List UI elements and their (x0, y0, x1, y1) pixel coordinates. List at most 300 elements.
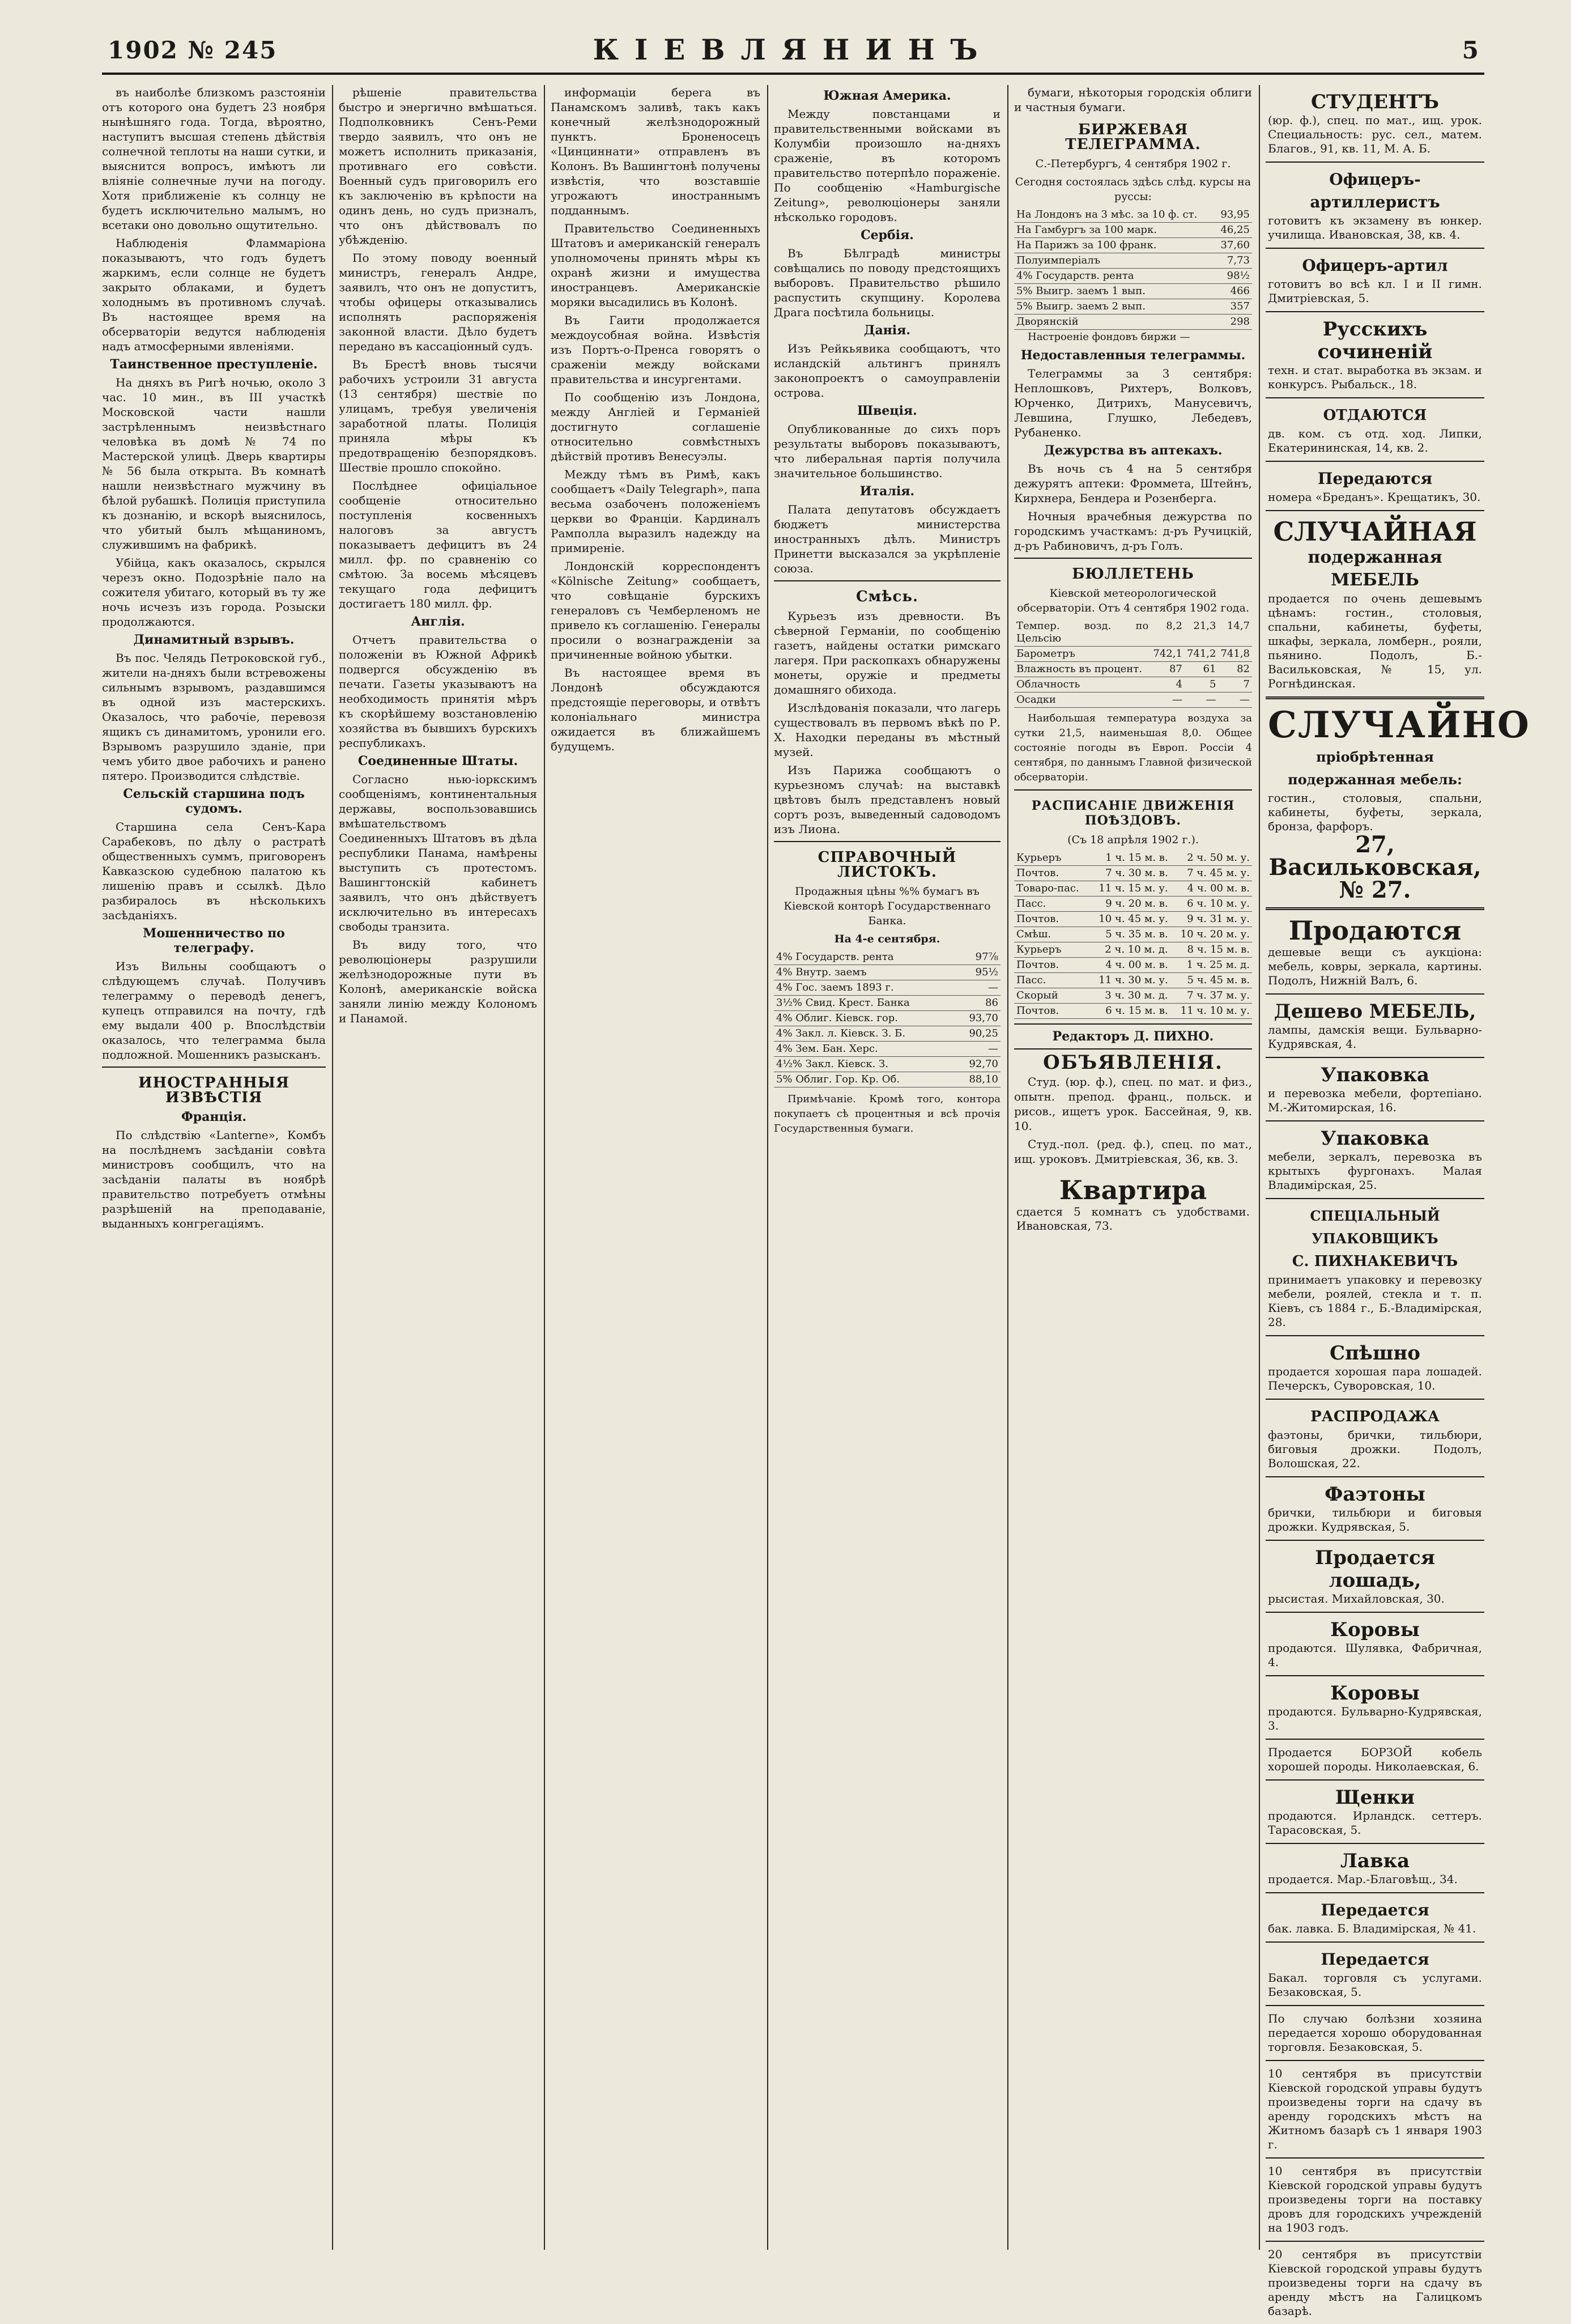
securities-row (774, 996, 1000, 1011)
table-cell: 4% Закл. л. Кіевск. З. Б. (774, 1026, 956, 1042)
table-cell: 4 (1151, 677, 1185, 692)
table-cell: 357 (1215, 299, 1252, 315)
ad-subtitle: С. ПИХНАКЕВИЧЪ (1292, 1253, 1458, 1270)
section-rule (1014, 1048, 1252, 1050)
weather-row (1014, 647, 1252, 662)
ad-shop-transfer-2 (1266, 1943, 1484, 2006)
ad-title: Офицеръ-артиллеристъ (1310, 170, 1440, 211)
ad-title: Офицеръ-артил (1302, 256, 1448, 275)
issue-number: 1902 № 245 (108, 36, 278, 64)
exchange-dateline: С.-Петербургъ, 4 сентября 1902 г. (1035, 158, 1231, 170)
ad-dog (1266, 1740, 1484, 1781)
article-paragraph: Между тѣмъ въ Римѣ, какъ сообщаетъ «Daily Telegraph», папа весьма озабоченъ положеніемъ церкви во Франціи. Кардиналъ Рамполла выразилъ надежду на примиреніе. (551, 468, 760, 555)
table-cell: 14,7 (1218, 619, 1252, 647)
section-rule (1014, 558, 1252, 559)
ad-officer-2 (1266, 249, 1484, 312)
ad-subtitle: пріобрѣтенная подержанная мебель: (1288, 749, 1462, 788)
ad-text: готовитъ къ экзамену въ юнкер. училища. Ивановская, 38, кв. 4. (1268, 214, 1482, 241)
train-row (1014, 881, 1252, 897)
ad-title: Квартира (1059, 1175, 1207, 1205)
column-divider (1259, 85, 1260, 2250)
securities-row (774, 1072, 1000, 1087)
ad-text: продаются. Ирландск. сеттеръ. Тарасовская, 5. (1268, 1809, 1482, 1837)
ad-text: гостин., столовыя, спальни, кабинеты, буфеты, зеркала, бронза, фарфоръ. (1268, 791, 1482, 833)
exchange-row (1014, 284, 1252, 299)
ad-sale (1266, 1400, 1484, 1477)
table-cell: Скорый (1014, 988, 1088, 1004)
ad-text: дв. ком. съ отд. ход. Липки, Екатерининская, 14, кв. 2. (1268, 427, 1482, 454)
column-3 (551, 85, 760, 2250)
column-divider (767, 85, 768, 2250)
table-cell: Полуимперіалъ (1014, 253, 1215, 269)
article-paragraph: информаціи берега въ Панамскомъ заливѣ, такъ какъ конечный желѣзнодорожный пунктъ. Броненосецъ «Цинциннати» отправленъ въ Колонъ. Въ Вашингтонѣ получены извѣстія, что возставшіе угрожаютъ иностраннымъ подданнымъ. (551, 86, 760, 217)
securities-table (774, 950, 1000, 1087)
table-cell: 88,10 (956, 1072, 1000, 1087)
table-cell: 98½ (1215, 269, 1252, 284)
ad-title: Продается лошадь, (1315, 1546, 1435, 1592)
exchange-row (1014, 238, 1252, 253)
table-cell: 742,1 (1151, 647, 1185, 662)
section-rule (1014, 789, 1252, 791)
exchange-table (1014, 207, 1252, 330)
ad-text: рысистая. Михайловская, 30. (1268, 1592, 1445, 1605)
ad-transfer (1266, 462, 1484, 511)
article-paragraph: На дняхъ въ Ригѣ ночью, около 3 час. 10 мин., въ III участкѣ Московской части нашли застрѣленнымъ неизвѣстнаго человѣка въ домѣ № 74 по Мастерской улицѣ. Дверь квартиры № 56 была открыта. Въ комнатѣ нашли неизвѣстнаго мужчину въ бѣлой рубашкѣ. Полиція приступила къ дознанію, и вскорѣ выяснилось, что убитый былъ мѣщаниномъ, служившимъ на фабрикѣ. (102, 376, 326, 551)
table-cell: 8 ч. 15 м. в. (1170, 942, 1252, 958)
bulletin-subtitle: Кіевской метеорологической обсерваторіи. Отъ 4 сентября 1902 года. (1017, 587, 1249, 614)
train-timetable (1014, 851, 1252, 1019)
table-cell: 5 (1185, 677, 1219, 692)
table-cell: Почтов. (1014, 1004, 1088, 1019)
table-cell: На Гамбургъ за 100 марк. (1014, 223, 1215, 238)
ad-carriages (1266, 1477, 1484, 1541)
exchange-telegram-heading: БИРЖЕВАЯ ТЕЛЕГРАММА. (1065, 121, 1201, 153)
table-cell: 1 ч. 25 м. д. (1170, 958, 1252, 973)
page-number: 5 (1462, 36, 1479, 64)
table-cell: 11 ч. 30 м. у. (1088, 973, 1170, 988)
notice-paragraph: Ночныя врачебныя дежурства по городскимъ участкамъ: д-ръ Ручицкій, д-ръ Рабиновичъ, д-ръ Голъ. (1014, 509, 1252, 553)
article-paragraph: Курьезъ изъ древности. Въ сѣверной Германіи, по сообщенію газетъ, найдены остатки римскаго лагеря. При раскопкахъ обнаружены монеты, оружіе и предметы домашняго обихода. (774, 609, 1000, 696)
section-rule (774, 841, 1000, 842)
article-paragraph: Правительство Соединенныхъ Штатовъ и американскій генералъ уполномочены принять мѣры къ охранѣ жизни и имущества иностранцевъ. Американскіе моряки высадились въ Колонѣ. (551, 222, 760, 309)
masthead-rule (102, 73, 1484, 75)
train-row (1014, 973, 1252, 988)
table-cell: — (1151, 692, 1185, 708)
ad-tender (1266, 2061, 1484, 2159)
article-paragraph: Въ Гаити продолжается междоусобная война. Извѣстія изъ Портъ-о-Пренса говорятъ о сраженіи между войсками правительства и инсургентами. (551, 313, 760, 386)
newspaper-title: КІЕВЛЯНИНЪ (593, 33, 994, 66)
ad-title: Фаэтоны (1325, 1483, 1425, 1506)
ad-text: По случаю болѣзни хозяина передается хорошо оборудованная торговля. Безаковская, 5. (1268, 2012, 1482, 2054)
column-divider (1007, 85, 1008, 2250)
train-row (1014, 897, 1252, 912)
article-paragraph: бумаги, нѣкоторыя городскія облиги и частныя бумаги. (1014, 86, 1252, 114)
ad-subtitle: подержанная МЕБЕЛЬ (1308, 547, 1442, 590)
train-row (1014, 1004, 1252, 1019)
ad-text: продаются. Шулявка, Фабричная, 4. (1268, 1641, 1482, 1669)
securities-row (774, 1057, 1000, 1072)
column-1 (102, 85, 326, 2250)
table-cell: 466 (1215, 284, 1252, 299)
news-heading: Динамитный взрывъ. (133, 632, 295, 647)
ad-urgent (1266, 1336, 1484, 1400)
table-cell: 61 (1185, 662, 1219, 677)
reference-subtitle: Продажныя цѣны %% бумагъ въ Кіевской конторѣ Государственнаго Банка. (784, 885, 991, 927)
table-cell: Осадки (1014, 692, 1151, 708)
table-cell: 11 ч. 15 м. у. (1088, 881, 1170, 897)
section-heading-reference: СПРАВОЧНЫЙ ЛИСТОКЪ. (818, 849, 957, 881)
table-cell: 90,25 (956, 1026, 1000, 1042)
table-cell: Курьеръ (1014, 942, 1088, 958)
article-paragraph: Въ настоящее время въ Лондонѣ обсуждаются предстоящіе переговоры, и отвѣтъ колоніальнаго министра ожидается въ ближайшемъ будущемъ. (551, 666, 760, 753)
notice-paragraph: Телеграммы за 3 сентября: Неплошковъ, Рихтеръ, Волковъ, Юрченко, Дитрихъ, Манусевичъ, Левшина, Глушко, Лебедевъ, Рубаненко. (1014, 367, 1252, 439)
article-paragraph: Изслѣдованія показали, что лагерь существовалъ въ первомъ вѣкѣ по Р. Х. Находки переданы въ мѣстный музей. (774, 701, 1000, 759)
country-heading: Южная Америка. (823, 88, 951, 103)
apartment-ad (1014, 1170, 1252, 1239)
table-cell: Почтов. (1014, 866, 1088, 881)
table-cell: 8,2 (1151, 619, 1185, 647)
article-paragraph: Въ пос. Челядь Петроковской губ., жители на-дняхъ были встревожены сильнымъ взрывомъ, раздавшимся въ одной изъ мастерскихъ. Оказалось, что рабочіе, перевозя ящикъ съ динамитомъ, уронили его. Взрывомъ разрушило зданіе, при чемъ убито двое рабочихъ и ранено пятеро. Производится слѣдствіе. (102, 651, 326, 783)
table-cell: 7 ч. 45 м. у. (1170, 866, 1252, 881)
ad-officer (1266, 163, 1484, 249)
country-heading: Англія. (411, 614, 465, 629)
exchange-row (1014, 253, 1252, 269)
table-cell: 7 (1218, 677, 1252, 692)
article-paragraph: Убійца, какъ оказалось, скрылся черезъ окно. Подозрѣніе пало на сожителя убитаго, который въ ту же ночь исчезъ изъ города. Розыски продолжаются. (102, 556, 326, 628)
table-cell: 10 ч. 20 м. у. (1170, 927, 1252, 942)
table-cell: 7 ч. 30 м. в. (1088, 866, 1170, 881)
article-paragraph: По слѣдствію «Lanterne», Комбъ на послѣднемъ засѣданіи совѣта министровъ сообщилъ, что на засѣданіи палаты въ ноябрѣ правительство потребуетъ отмѣны разрѣшеній на преподаваніе, выданныхъ конгрегаціямъ. (102, 1128, 326, 1230)
article-paragraph: Изъ Парижа сообщаютъ о курьезномъ случаѣ: на выставкѣ цвѣтовъ былъ представленъ новый сортъ розъ, выведенный садоводомъ изъ Лиона. (774, 763, 1000, 836)
section-heading-miscellany: Смѣсь. (855, 588, 919, 605)
article-paragraph: Согласно нью-іоркскимъ сообщеніямъ, континентальныя державы, воспользовавшись вмѣшательствомъ Соединенныхъ Штатовъ въ дѣла республики Панама, намѣрены выступить съ протестомъ. Вашингтонскій кабинетъ заявилъ, что онъ дѣйствуетъ исключительно въ интересахъ свободы транзита. (339, 772, 537, 933)
country-heading: Сербія. (861, 228, 914, 243)
bulletin-heading: БЮЛЛЕТЕНЬ (1072, 566, 1194, 583)
weather-row (1014, 619, 1252, 647)
notice-heading: Дежурства въ аптекахъ. (1044, 443, 1223, 458)
table-cell: 5% Облиг. Гор. Кр. Об. (774, 1072, 956, 1087)
notice-heading: Недоставленныя телеграммы. (1020, 348, 1246, 363)
table-cell: Смѣш. (1014, 927, 1088, 942)
table-cell: — (956, 1042, 1000, 1057)
table-cell: 10 ч. 45 м. у. (1088, 912, 1170, 927)
table-cell: 3½% Свид. Крест. Банка (774, 996, 956, 1011)
classified-ad: Студ. (юр. ф.), спец. по мат. и физ., опытн. препод. франц., польск. и рисов., ищетъ урок. Бассейная, 9, кв. 10. (1014, 1075, 1252, 1133)
table-cell: 4½% Закл. Кіевск. З. (774, 1057, 956, 1072)
article-paragraph: Изъ Рейкьявика сообщаютъ, что исландскій альтингъ принялъ законопроектъ о самоуправленіи острова. (774, 342, 1000, 400)
masthead (102, 33, 1484, 67)
ad-title: РАСПРОДАЖА (1310, 1408, 1440, 1425)
table-cell: 6 ч. 15 м. в. (1088, 1004, 1170, 1019)
table-cell: Почтов. (1014, 912, 1088, 927)
ad-rooms (1266, 398, 1484, 462)
table-cell: 93,70 (956, 1011, 1000, 1026)
ad-text: мебели, зеркалъ, перевозка въ крытыхъ фургонахъ. Малая Владимірская, 25. (1268, 1150, 1482, 1192)
table-cell: 4% Государств. рента (1014, 269, 1215, 284)
table-cell: 4% Облиг. Кіевск. гор. (774, 1011, 956, 1026)
train-row (1014, 988, 1252, 1004)
ad-shop-transfer (1266, 1893, 1484, 1943)
table-cell: Почтов. (1014, 958, 1088, 973)
table-cell: 9 ч. 20 м. в. (1088, 897, 1170, 912)
ad-text: Бакал. торговля съ услугами. Безаковская, 5. (1268, 1971, 1482, 1999)
table-cell: — (1218, 692, 1252, 708)
table-cell: На Лондонъ на 3 мѣс. за 10 ф. ст. (1014, 207, 1215, 223)
ad-title: Продаются (1288, 915, 1462, 946)
ad-text: техн. и стат. выработка въ экзам. и конкурсъ. Рыбальск., 18. (1268, 363, 1482, 391)
ad-text: 10 сентября въ присутствіи Кіевской городской управы будутъ произведены торги на сдачу въ аренду городскихъ мѣстъ на Житномъ базарѣ съ 1 января 1903 г. (1268, 2067, 1482, 2151)
ad-title: Дешево МЕБЕЛЬ, (1274, 1000, 1476, 1023)
table-cell: — (1185, 692, 1219, 708)
article-paragraph: Отчетъ правительства о положеніи въ Южной Африкѣ подвергся обсужденію въ печати. Газеты указываютъ на необходимость принятія мѣръ къ скорѣйшему возстановленію хозяйства въ бывшихъ бурскихъ республикахъ. (339, 633, 537, 750)
column-4 (774, 85, 1000, 2250)
ad-text: номера «Бреданъ». Крещатикъ, 30. (1268, 490, 1481, 504)
table-cell: 46,25 (1215, 223, 1252, 238)
ad-business (1266, 2006, 1484, 2061)
ad-title: Лавка (1340, 1850, 1410, 1872)
timetable-heading: РАСПИСАНІЕ ДВИЖЕНІЯ ПОѢЗДОВЪ. (1031, 798, 1235, 828)
article-paragraph: въ наиболѣе близкомъ разстояніи отъ которого она будетъ 23 ноября нынѣшняго года. Тогда, вѣроятно, наступитъ высшая степень дѣйствія солнечной теплоты на наши сутки, и выяснится вопросъ, имѣютъ ли вліяніе солнечные лучи на погоду. Хотя приближеніе къ солнцу не будетъ исключительно малымъ, но всетаки оно довольно ощутительно. (102, 86, 326, 232)
ad-text: и перевозка мебели, фортепіано. М.-Житомирская, 16. (1268, 1086, 1482, 1114)
ad-title: Коровы (1330, 1618, 1420, 1641)
section-heading-foreign-news: ИНОСТРАННЫЯ ИЗВѢСТІЯ (138, 1074, 289, 1106)
table-cell: 2 ч. 10 м. д. (1088, 942, 1170, 958)
article-paragraph: Въ Брестѣ вновь тысячи рабочихъ устроили 31 августа (13 сентября) шествіе по улицамъ, требуя увеличенія заработной платы. Полиція приняла мѣры къ предотвращенію безпорядковъ. Шествіе прошло спокойно. (339, 358, 537, 474)
table-cell: Дворянскій (1014, 315, 1215, 330)
ad-text: принимаетъ упаковку и перевозку мебели, роялей, стекла и т. п. Кіевъ, съ 1884 г., Б.-Владимірская, 28. (1268, 1273, 1482, 1329)
ad-puppies (1266, 1781, 1484, 1844)
table-cell: 5 ч. 45 м. в. (1170, 973, 1252, 988)
exchange-row (1014, 207, 1252, 223)
column-6-advertisements (1266, 85, 1530, 2318)
ad-text: продается по очень дешевымъ цѣнамъ: гостин., столовыя, спальни, кабинеты, буфеты, шкафы, зеркала, ломберн., рояли, пьянино. Подолъ, Б.-Васильковская, № 15, ул. Рогнѣдинская. (1268, 592, 1482, 690)
advertisements-heading: ОБЪЯВЛЕНІЯ. (1043, 1051, 1223, 1074)
ad-text: (юр. ф.), спец. по мат., ищ. урок. Специальность: рус. сел., матем. Благов., 91, кв. 11, М. А. Б. (1268, 113, 1482, 155)
securities-row (774, 1011, 1000, 1026)
table-cell: 4% Зем. Бан. Херс. (774, 1042, 956, 1057)
exchange-row (1014, 223, 1252, 238)
table-cell: 5% Выигр. заемъ 2 вып. (1014, 299, 1215, 315)
ad-title: Упаковка (1321, 1064, 1429, 1086)
table-cell: 11 ч. 10 м. у. (1170, 1004, 1252, 1019)
ad-student (1266, 85, 1484, 163)
classified-ad: Студ.-пол. (ред. ф.), спец. по мат., ищ. уроковъ. Дмитріевская, 36, кв. 3. (1014, 1137, 1252, 1166)
article-paragraph: Наблюденія Фламмаріона показываютъ, что годъ будетъ жаркимъ, если солнце не будетъ закрыто облаками, и будетъ холоднымъ въ противномъ случаѣ. Въ настоящее время на обсерваторіи ведутся наблюденія надъ атмосферными явленіями. (102, 236, 326, 353)
article-paragraph: рѣшеніе правительства быстро и энергично вмѣшаться. Подполковникъ Сенъ-Реми твердо заявилъ, что онъ не можетъ исполнить приказанія, противнаго его совѣсти. Военный судъ приговорилъ его къ заключенію въ крѣпости на одинъ день, но судъ призналъ, что онъ дѣйствовалъ по убѣжденію. (339, 86, 537, 247)
article-paragraph: Послѣднее офиціальное сообщеніе относительно поступленія косвенныхъ налоговъ за августъ показываетъ дефицитъ въ 24 милл. фр. по сравненію со смѣтою. За восемь мѣсяцевъ текущаго года дефицитъ достигаетъ 180 милл. фр. (339, 479, 537, 610)
table-cell: 7,73 (1215, 253, 1252, 269)
table-cell: 4% Государств. рента (774, 950, 956, 965)
ad-title: Передаются (1317, 469, 1433, 488)
article-paragraph: Лондонскій корреспондентъ «Kölnische Zeitung» сообщаетъ, что совѣщаніе бурскихъ генераловъ съ Чемберленомъ не привело къ соглашенію. Генералы просили о вознагражденіи за причиненные войною убытки. (551, 559, 760, 661)
ad-title: Передается (1321, 1950, 1429, 1969)
article-paragraph: Изъ Вильны сообщаютъ о слѣдующемъ случаѣ. Получивъ телеграмму о переводѣ денегъ, купецъ отправился на почту, гдѣ ему выдали 400 р. Впослѣдствіи оказалось, что телеграмма была подложной. Мошенникъ разысканъ. (102, 959, 326, 1061)
table-cell: — (956, 980, 1000, 996)
ad-text: 20 сентября въ присутствіи Кіевской городской управы будутъ произведены торги на сдачу въ аренду мѣстъ на Галицкомъ базарѣ. (1268, 2247, 1482, 2318)
ad-title: СЛУЧАЙНО (1268, 704, 1530, 746)
table-cell: 93,95 (1215, 207, 1252, 223)
news-heading: Таинственное преступленіе. (110, 357, 318, 372)
securities-row (774, 1042, 1000, 1057)
editor-line: Редакторъ Д. ПИХНО. (1052, 1029, 1214, 1044)
exchange-row (1014, 299, 1252, 315)
ad-text: продается. Мар.-Благовѣщ., 34. (1268, 1872, 1458, 1886)
ad-auction (1266, 910, 1484, 995)
article-paragraph: По этому поводу военный министръ, генералъ Андре, заявилъ, что онъ не допуститъ, чтобы офицеры отказывались исполнять распоряженія законной власти. Дѣло будетъ передано въ кассаціонный судъ. (339, 251, 537, 353)
section-rule (774, 580, 1000, 581)
ad-title: Щенки (1335, 1786, 1415, 1809)
ad-text: продается хорошая пара лошадей. Печерскъ, Суворовская, 10. (1268, 1365, 1482, 1392)
country-heading: Швеція. (857, 403, 917, 418)
table-cell: 82 (1218, 662, 1252, 677)
table-cell: 4% Гос. заемъ 1893 г. (774, 980, 956, 996)
ad-cheap-furniture (1266, 995, 1484, 1058)
reference-date: На 4-е сентября. (834, 933, 940, 945)
article-paragraph: Въ Бѣлградѣ министры совѣщались по поводу предстоящихъ выборовъ. Правительство рѣшило распустить скупщину. Королева Драга посѣтила больницы. (774, 247, 1000, 319)
table-cell: 95½ (956, 965, 1000, 980)
ad-text: бак. лавка. Б. Владимірская, № 41. (1268, 1922, 1476, 1935)
ad-packer (1266, 1199, 1484, 1336)
train-row (1014, 942, 1252, 958)
ad-text: лампы, дамскія вещи. Бульварно-Кудрявская, 4. (1268, 1023, 1482, 1051)
table-cell: 741,2 (1185, 647, 1219, 662)
table-cell: Барометръ (1014, 647, 1151, 662)
ad-text: готовитъ во всѣ кл. I и II гимн. Дмитріевская, 5. (1268, 277, 1482, 305)
ad-tender-3 (1266, 2242, 1484, 2324)
article-paragraph: Между повстанцами и правительственными войсками въ Колумбіи произошло на-дняхъ сраженіе, въ которомъ правительство потерпѣло пораженіе. По сообщенію «Hamburgische Zeitung», революціонеры заняли нѣсколько городовъ. (774, 107, 1000, 224)
ad-tender-2 (1266, 2159, 1484, 2242)
table-cell: 5 ч. 35 м. в. (1088, 927, 1170, 942)
table-cell: Облачность (1014, 677, 1151, 692)
securities-row (774, 1026, 1000, 1042)
reference-note: Примѣчаніе. Кромѣ того, контора покупаетъ сѣ процентныя и всѣ прочія Государственныя бумаги. (774, 1093, 1000, 1135)
table-cell: Пасс. (1014, 973, 1088, 988)
weather-table (1014, 619, 1252, 708)
article-paragraph: Опубликованные до сихъ поръ результаты выборовъ показываютъ, что либеральная партія получила значительное большинство. (774, 422, 1000, 480)
table-cell: 92,70 (956, 1057, 1000, 1072)
ad-title: Спѣшно (1330, 1342, 1420, 1365)
table-cell: Курьеръ (1014, 851, 1088, 866)
country-heading: Италія. (859, 484, 915, 499)
securities-row (774, 980, 1000, 996)
column-divider (544, 85, 545, 2250)
section-rule (1014, 1023, 1252, 1025)
ad-title: СТУДЕНТЪ (1310, 91, 1440, 113)
ad-furniture-2 (1266, 699, 1530, 910)
ad-essays (1266, 312, 1484, 398)
country-heading: Франція. (181, 1110, 247, 1124)
exchange-mood: Настроеніе фондовъ биржи — (1028, 331, 1190, 343)
country-heading: Данія. (863, 323, 911, 338)
table-cell: 37,60 (1215, 238, 1252, 253)
table-cell: 21,3 (1185, 619, 1219, 647)
ad-address: 27, Васильковская, № 27. (1268, 831, 1481, 903)
ad-title: СПЕЦІАЛЬНЫЙ УПАКОВЩИКЪ (1310, 1208, 1440, 1247)
ad-title: СЛУЧАЙНАЯ (1273, 516, 1477, 547)
article-paragraph: Палата депутатовъ обсуждаетъ бюджетъ министерства иностранныхъ дѣлъ. Министръ Принетти высказался за укрѣпленіе союза. (774, 503, 1000, 575)
weather-row (1014, 662, 1252, 677)
train-row (1014, 927, 1252, 942)
weather-row (1014, 677, 1252, 692)
column-2 (339, 85, 537, 2250)
article-paragraph: Въ виду того, что революціонеры разрушили желѣзнодорожные пути въ Колонѣ, американскіе войска заняли линію между Колономъ и Панамой. (339, 938, 537, 1025)
ad-text: 10 сентября въ присутствіи Кіевской городской управы будутъ произведены торги на поставку дровъ для городскихъ учрежденій на 1903 годъ. (1268, 2164, 1482, 2234)
securities-row (774, 965, 1000, 980)
table-cell: 97⅞ (956, 950, 1000, 965)
ad-text: продаются. Бульварно-Кудрявская, 3. (1268, 1705, 1482, 1732)
article-paragraph: Старшина села Сенъ-Кара Сарабековъ, по дѣлу о растратѣ общественныхъ суммъ, приговоренъ Кавказскою судебною палатою къ лишенію правъ и ссылкѣ. Дѣло разбиралось въ нѣсколькихъ засѣданіяхъ. (102, 820, 326, 922)
ad-title: Русскихъ сочиненій (1317, 318, 1433, 363)
news-heading: Сельскій старшина подъ судомъ. (123, 787, 305, 816)
table-cell: Пасс. (1014, 897, 1088, 912)
table-cell: 4 ч. 00 м. в. (1088, 958, 1170, 973)
ad-furniture (1266, 511, 1484, 699)
train-row (1014, 851, 1252, 866)
table-cell: Влажность въ процент. (1014, 662, 1151, 677)
table-cell: 87 (1151, 662, 1185, 677)
ad-title: Передается (1321, 1901, 1429, 1919)
ad-text: брички, тильбюри и биговыя дрожки. Кудрявская, 5. (1268, 1506, 1482, 1533)
exchange-intro: Сегодня состоялась здѣсь слѣд. курсы на руссы: (1015, 176, 1251, 203)
train-row (1014, 912, 1252, 927)
section-rule (102, 1067, 326, 1068)
ad-text: дешевые вещи съ аукціона: мебель, ковры, зеркала, картины. Подолъ, Нижній Валъ, 6. (1268, 945, 1482, 987)
column-5 (1014, 85, 1252, 2250)
table-cell: 7 ч. 37 м. у. (1170, 988, 1252, 1004)
weather-row (1014, 692, 1252, 708)
table-cell: 298 (1215, 315, 1252, 330)
table-cell: 4 ч. 00 м. в. (1170, 881, 1252, 897)
table-cell: 741,8 (1218, 647, 1252, 662)
train-row (1014, 866, 1252, 881)
ad-horse (1266, 1541, 1484, 1613)
ad-packing (1266, 1058, 1484, 1121)
table-cell: Товаро-пас. (1014, 881, 1088, 897)
exchange-row (1014, 315, 1252, 330)
ad-cows-2 (1266, 1676, 1484, 1740)
ad-text: сдается 5 комнатъ съ удобствами. Ивановская, 73. (1016, 1205, 1250, 1233)
table-cell: 1 ч. 15 м. в. (1088, 851, 1170, 866)
table-cell: 9 ч. 31 м. у. (1170, 912, 1252, 927)
ad-title: Коровы (1330, 1682, 1420, 1705)
table-cell: 4% Внутр. заемъ (774, 965, 956, 980)
column-divider (332, 85, 333, 2250)
ad-title: ОТДАЮТСЯ (1323, 407, 1427, 424)
ad-text: фаэтоны, брички, тильбюри, биговыя дрожки. Подолъ, Волошская, 22. (1268, 1428, 1482, 1470)
train-row (1014, 958, 1252, 973)
table-cell: 2 ч. 50 м. у. (1170, 851, 1252, 866)
table-cell: 5% Выигр. заемъ 1 вып. (1014, 284, 1215, 299)
article-paragraph: По сообщенію изъ Лондона, между Англіей и Германіей достигнуто соглашеніе относительно совмѣстныхъ дѣйствій противъ Венесуэлы. (551, 390, 760, 463)
ad-packing-2 (1266, 1121, 1484, 1199)
table-cell: 6 ч. 10 м. у. (1170, 897, 1252, 912)
ad-shop (1266, 1844, 1484, 1893)
exchange-row (1014, 269, 1252, 284)
securities-row (774, 950, 1000, 965)
ad-cows (1266, 1613, 1484, 1676)
news-heading: Мошенничество по телеграфу. (143, 926, 285, 955)
table-cell: 86 (956, 996, 1000, 1011)
notice-paragraph: Въ ночь съ 4 на 5 сентября дежурятъ аптеки: Фроммета, Штейнъ, Кирхнера, Бендера и Розенберга. (1014, 462, 1252, 505)
country-heading: Соединенные Штаты. (357, 754, 518, 768)
table-cell: Темпер. возд. по Цельсію (1014, 619, 1151, 647)
weather-note: Наибольшая температура воздуха за сутки 21,5, наименьшая 8,0. Общее состояніе погоды въ Европ. Россіи 4 сентября, по даннымъ Главной физической обсерваторіи. (1014, 712, 1252, 783)
table-cell: 3 ч. 30 м. д. (1088, 988, 1170, 1004)
timetable-subtitle: (Съ 18 апрѣля 1902 г.). (1067, 834, 1199, 846)
table-cell: На Парижъ за 100 франк. (1014, 238, 1215, 253)
ad-title: Упаковка (1321, 1127, 1429, 1150)
ad-text: Продается БОРЗОЙ кобель хорошей породы. Николаевская, 6. (1268, 1745, 1482, 1773)
